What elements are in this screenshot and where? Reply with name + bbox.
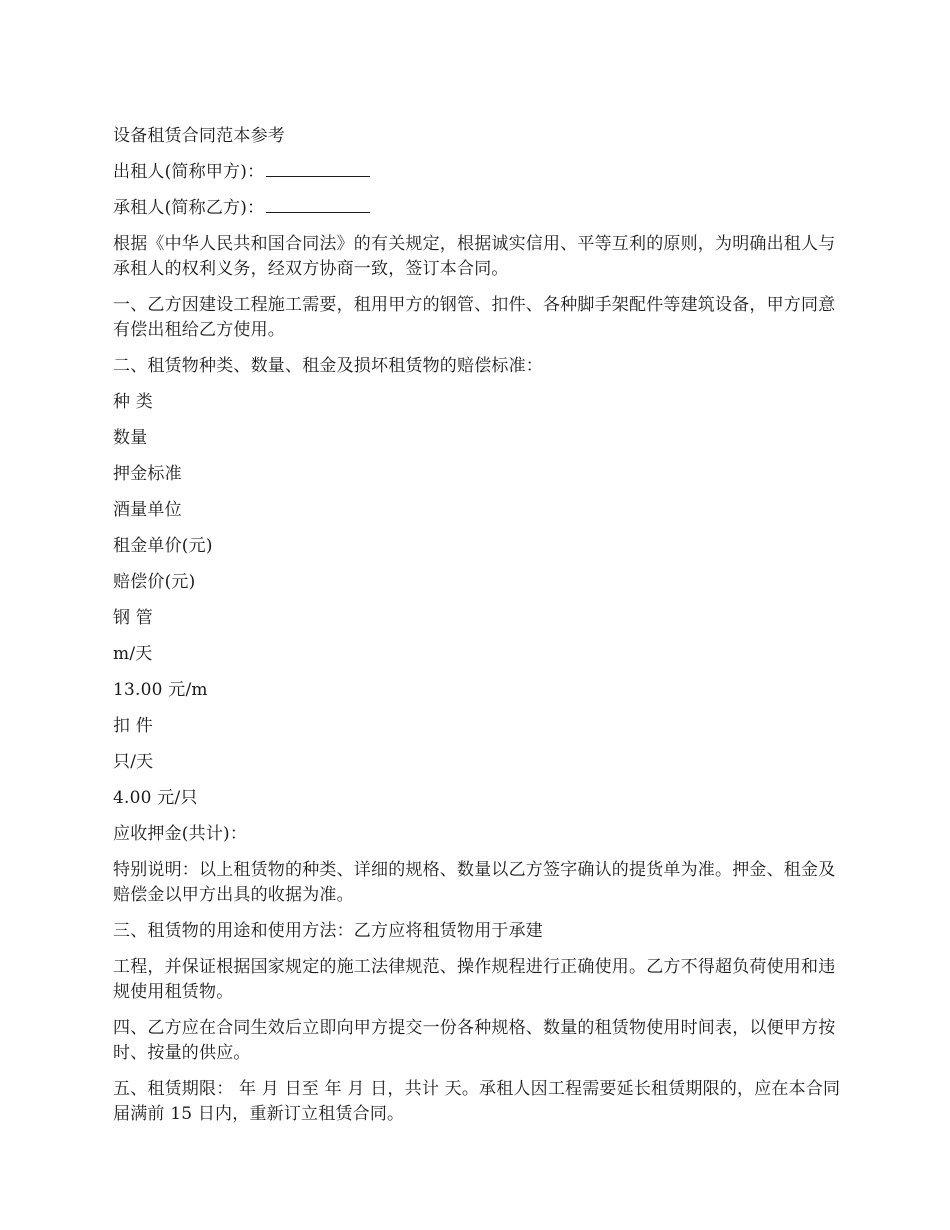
item-steel-pipe-unit: m/天	[113, 644, 153, 664]
paragraph-clause-3-cont: 工程，并保证根据国家规定的施工法律规范、操作规程进行正确使用。乙方不得超负荷使用和违规使用租赁物。	[113, 957, 836, 1002]
paragraph-clause-2: 二、租赁物种类、数量、租金及损坏租赁物的赔偿标准：	[113, 356, 543, 376]
document-title: 设备租赁合同范本参考	[113, 126, 285, 146]
paragraph-clause-5: 五、租赁期限： 年 月 日至 年 月 日，共计 天。承租人因工程需要延长租赁期限的，应在本合同届满前 15 日内，重新订立租赁合同。	[113, 1079, 841, 1124]
item-steel-pipe: 钢 管	[113, 608, 154, 628]
paragraph-special-note: 特别说明：以上租赁物的种类、详细的规格、数量以乙方签字确认的提货单为准。押金、租金及赔偿金以甲方出具的收据为准。	[113, 860, 836, 905]
deposit-total: 应收押金(共计)：	[113, 824, 248, 844]
item-unit-header: 酒量单位	[113, 500, 182, 520]
lessor-label: 出租人(简称甲方)：	[113, 162, 265, 182]
item-category-header: 种 类	[113, 392, 154, 412]
item-coupler: 扣 件	[113, 716, 154, 736]
lessee-blank	[266, 196, 370, 213]
lessor-line	[113, 160, 841, 185]
lessor-blank	[266, 160, 370, 177]
paragraph-clause-3: 三、租赁物的用途和使用方法：乙方应将租赁物用于承建	[113, 921, 543, 941]
item-steel-pipe-price: 13.00 元/m	[113, 680, 208, 700]
paragraph-preamble: 根据《中华人民共和国合同法》的有关规定，根据诚实信用、平等互利的原则，为明确出租人与承租人的权利义务，经双方协商一致，签订本合同。	[113, 234, 836, 279]
item-deposit-header: 押金标准	[113, 464, 182, 484]
item-coupler-price: 4.00 元/只	[113, 788, 198, 808]
document-page	[113, 124, 841, 1138]
lessee-line	[113, 196, 841, 221]
item-compensation-header: 赔偿价(元)	[113, 572, 196, 592]
lessee-label: 承租人(简称乙方)：	[113, 198, 265, 218]
item-quantity-header: 数量	[113, 428, 148, 448]
item-coupler-unit: 只/天	[113, 752, 154, 772]
paragraph-clause-4: 四、乙方应在合同生效后立即向甲方提交一份各种规格、数量的租赁物使用时间表，以便甲方按时、按量的供应。	[113, 1018, 836, 1063]
item-rent-header: 租金单价(元)	[113, 536, 213, 556]
paragraph-clause-1: 一、乙方因建设工程施工需要，租用甲方的钢管、扣件、各种脚手架配件等建筑设备，甲方同意有偿出租给乙方使用。	[113, 295, 836, 340]
